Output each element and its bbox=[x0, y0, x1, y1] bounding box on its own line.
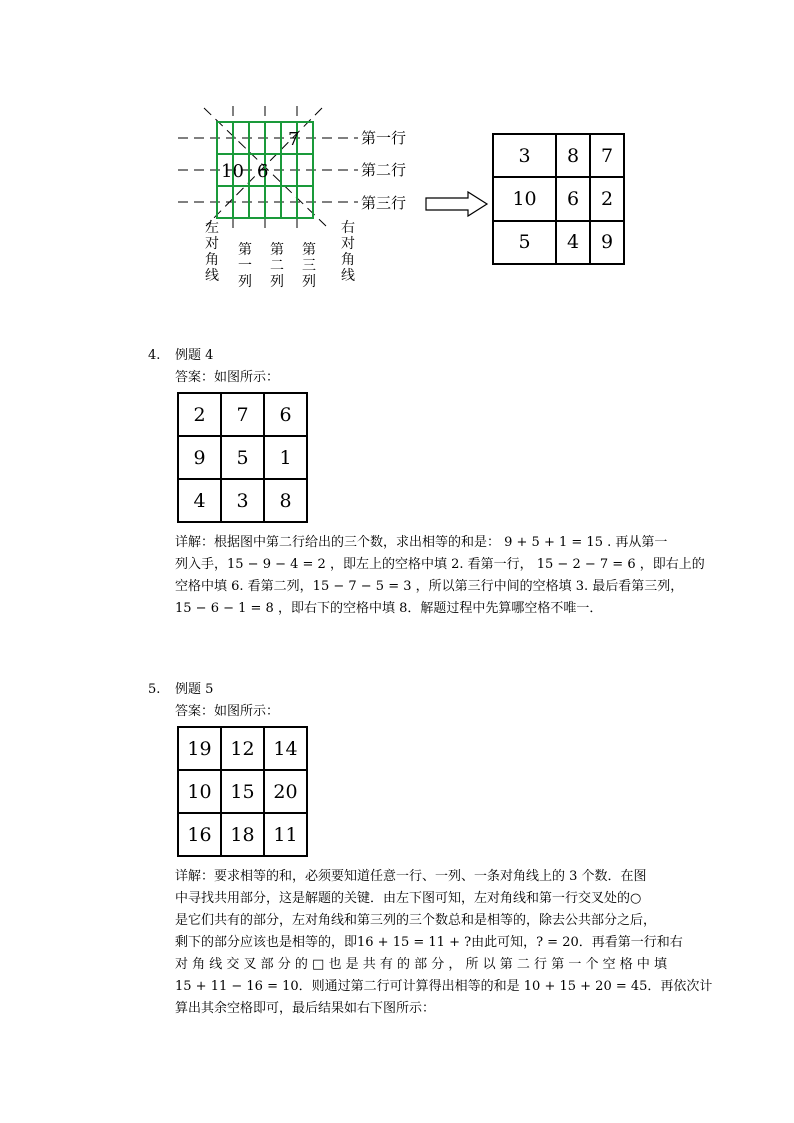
left-diagonal-label: 左对角线 bbox=[205, 220, 219, 284]
square-cell: 10 bbox=[178, 770, 221, 813]
example-4-number: 4. bbox=[148, 348, 161, 363]
square-cell: 9 bbox=[178, 436, 221, 479]
row-label-3: 第三行 bbox=[361, 194, 407, 212]
square-cell: 7 bbox=[221, 393, 264, 436]
result-cell: 7 bbox=[590, 134, 624, 177]
explanation-line: 是它们共有的部分，左对角线和第三列的三个数总和是相等的，除去公共部分之后， bbox=[175, 913, 657, 928]
square-cell: 5 bbox=[221, 436, 264, 479]
square-cell: 18 bbox=[221, 813, 264, 856]
right-diagonal-label: 右对角线 bbox=[341, 220, 355, 284]
explanation-line: 列入手，15 − 9 − 4 = 2 ，即左上的空格中填 2. 看第一行， 15 − 2 − 7 = 6 ，即右上的 bbox=[175, 557, 705, 572]
grid-number-mid-left: 10 bbox=[221, 161, 244, 182]
result-cell: 2 bbox=[590, 177, 624, 220]
explanation-line: 对 角 线 交 叉 部 分 的 □ 也 是 共 有 的 部 分 ， 所 以 第 二 行 第 一 个 空 格 中 填 bbox=[175, 957, 667, 972]
example-4-answer: 答案：如图所示： bbox=[175, 370, 280, 385]
example-5-number: 5. bbox=[148, 682, 161, 697]
example-5-title: 例题 5 bbox=[175, 682, 214, 697]
column-label-3: 第三列 bbox=[302, 242, 316, 290]
result-cell: 10 bbox=[493, 177, 556, 220]
square-cell: 1 bbox=[264, 436, 307, 479]
example-5-explanation bbox=[175, 866, 713, 1020]
square-cell: 4 bbox=[178, 479, 221, 522]
square-cell: 14 bbox=[264, 727, 307, 770]
result-cell: 6 bbox=[556, 177, 590, 220]
square-cell: 11 bbox=[264, 813, 307, 856]
example-4-title: 例题 4 bbox=[175, 348, 214, 363]
result-cell: 9 bbox=[590, 221, 624, 264]
explanation-line: 详解：要求相等的和，必须要知道任意一行、一列、一条对角线上的 3 个数．在图 bbox=[175, 869, 647, 884]
example-5-magic-square bbox=[177, 726, 308, 857]
example-5-answer: 答案：如图所示： bbox=[175, 704, 280, 719]
grid-number-top-right: 7 bbox=[288, 129, 300, 150]
grid-number-center: 6 bbox=[257, 161, 269, 182]
explanation-line: 算出其余空格即可，最后结果如右下图所示： bbox=[175, 1001, 436, 1016]
result-cell: 8 bbox=[556, 134, 590, 177]
square-cell: 6 bbox=[264, 393, 307, 436]
explanation-line: 空格中填 6. 看第二列，15 − 7 − 5 = 3 ，所以第三行中间的空格填 3. 最后看第三列， bbox=[175, 579, 684, 594]
square-cell: 12 bbox=[221, 727, 264, 770]
explanation-line: 中寻找共用部分，这是解题的关键．由左下图可知，左对角线和第一行交叉处的○ bbox=[175, 891, 642, 906]
square-cell: 16 bbox=[178, 813, 221, 856]
square-cell: 8 bbox=[264, 479, 307, 522]
result-cell: 5 bbox=[493, 221, 556, 264]
square-cell: 20 bbox=[264, 770, 307, 813]
result-magic-square bbox=[492, 133, 625, 265]
explanation-line: 详解：根据图中第二行给出的三个数，求出相等的和是： 9 + 5 + 1 = 15 . 再从第一 bbox=[175, 535, 668, 550]
example-4-magic-square bbox=[177, 392, 308, 523]
explanation-line: 15 + 11 − 16 = 10．则通过第二行可计算得出相等的和是 10 + 15 + 20 = 45．再依次计 bbox=[175, 979, 713, 994]
square-cell: 2 bbox=[178, 393, 221, 436]
row-label-2: 第二行 bbox=[361, 161, 407, 179]
result-cell: 4 bbox=[556, 221, 590, 264]
column-label-2: 第二列 bbox=[270, 242, 284, 290]
example-4-explanation bbox=[175, 532, 705, 620]
column-label-1: 第一列 bbox=[238, 242, 252, 290]
square-cell: 19 bbox=[178, 727, 221, 770]
magic-square-method-diagram bbox=[0, 0, 794, 300]
square-cell: 3 bbox=[221, 479, 264, 522]
row-label-1: 第一行 bbox=[361, 129, 407, 147]
square-cell: 15 bbox=[221, 770, 264, 813]
explanation-line: 剩下的部分应该也是相等的，即16 + 15 = 11 + ?由此可知，? = 20．再看第一行和右 bbox=[175, 935, 683, 950]
result-cell: 3 bbox=[493, 134, 556, 177]
explanation-line: 15 − 6 − 1 = 8 ，即右下的空格中填 8．解题过程中先算哪空格不唯一． bbox=[175, 601, 603, 616]
